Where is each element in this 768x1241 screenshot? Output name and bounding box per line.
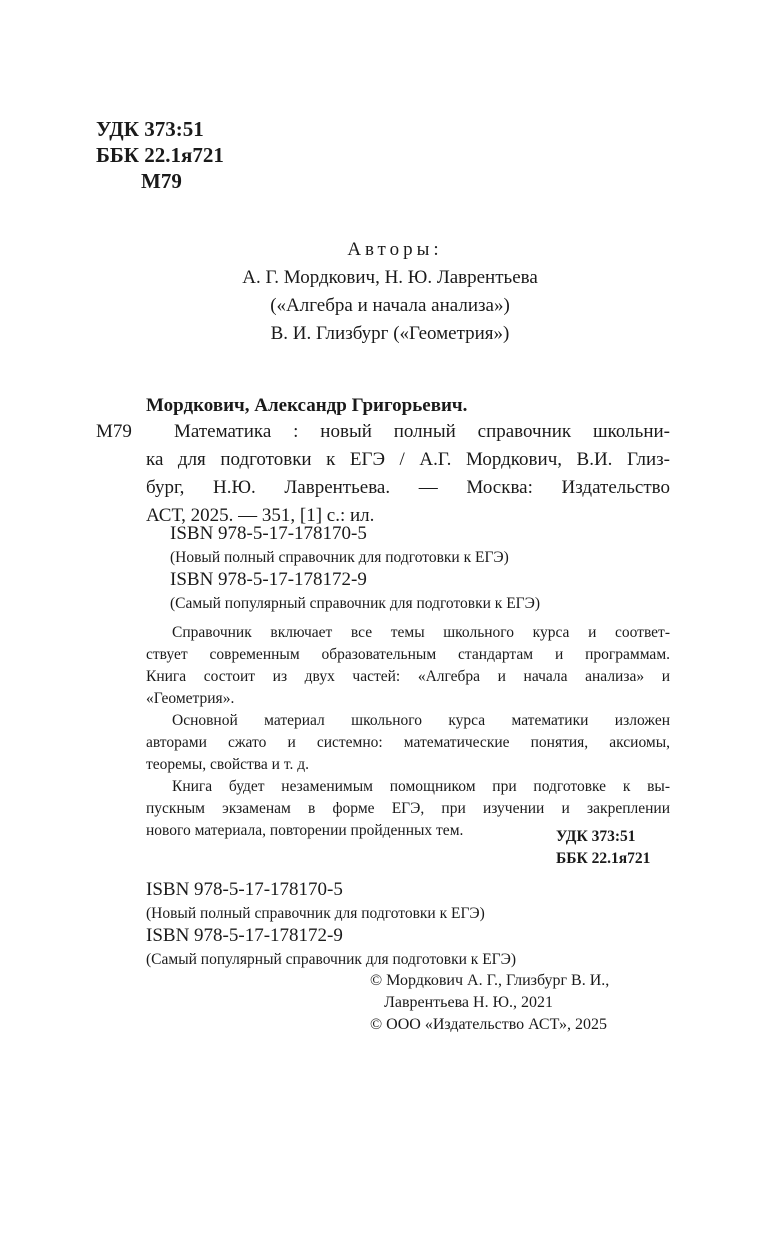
footer-isbn-1: ISBN 978-5-17-178170-5 [146,879,343,900]
catalog-line-3: бург, Н.Ю. Лаврентьева. — Москва: Издательство [146,477,670,498]
main-author: Мордкович, Александр Григорьевич. [146,395,468,416]
authors-line-1: А. Г. Мордкович, Н. Ю. Лаврентьева [242,267,538,288]
udk-code: УДК 373:51 [96,117,204,141]
annotation-p3-line-2: пускным экзаменам в форме ЕГЭ, при изучении и закреплении [146,800,670,817]
footer-udk-code: УДК 373:51 [556,828,636,845]
catalog-line-1: Математика : новый полный справочник школьни- [174,421,670,442]
annotation-p2-line-1: Основной материал школьного курса математики изложен [172,712,670,729]
catalog-line-4: АСТ, 2025. — 351, [1] с.: ил. [146,505,375,526]
annotation-p1-line-1: Справочник включает все темы школьного курса и соответ- [172,624,670,641]
catalog-isbn-2: ISBN 978-5-17-178172-9 [170,569,367,590]
footer-isbn-2-note: (Самый популярный справочник для подготовки к ЕГЭ) [146,951,517,968]
annotation-p2-line-3: теоремы, свойства и т. д. [146,756,309,773]
copyright-line-3: © ООО «Издательство АСТ», 2025 [370,1016,607,1033]
annotation-p2-line-2: авторами сжато и системно: математические понятия, аксиомы, [146,734,670,751]
annotation-p1-line-4: «Геометрия». [146,690,235,707]
authors-line-3: В. И. Глизбург («Геометрия») [270,323,510,344]
authors-line-2: («Алгебра и начала анализа») [270,295,510,316]
authors-block [150,236,630,348]
catalog-isbn-1-note: (Новый полный справочник для подготовки к ЕГЭ) [170,549,509,566]
catalog-isbn-2-note: (Самый популярный справочник для подготовки к ЕГЭ) [170,595,541,612]
footer-bbk-code: ББК 22.1я721 [556,850,651,867]
copyright-line-1: © Мордкович А. Г., Глизбург В. И., [370,972,610,989]
authors-heading: Авторы: [347,239,443,260]
copyright-line-2: Лаврентьева Н. Ю., 2021 [384,994,554,1011]
annotation-p3-line-3: нового материала, повторении пройденных тем. [146,822,464,839]
annotation-p1-line-2: ствует современным образовательным стандартам и программам. [146,646,670,663]
annotation-p3-line-1: Книга будет незаменимым помощником при подготовке к вы- [172,778,670,795]
author-mark: М79 [141,169,182,193]
footer-isbn-1-note: (Новый полный справочник для подготовки к ЕГЭ) [146,905,485,922]
annotation-p1-line-3: Книга состоит из двух частей: «Алгебра и начала анализа» и [146,668,670,685]
annotation [146,622,670,842]
catalog-isbn-1: ISBN 978-5-17-178170-5 [170,523,367,544]
bbk-code: ББК 22.1я721 [96,143,224,167]
catalog-description [146,418,670,530]
catalog-line-2: ка для подготовки к ЕГЭ / А.Г. Мордкович, В.И. Глиз- [146,449,670,470]
catalog-mark: М79 [96,421,132,442]
footer-isbn-2: ISBN 978-5-17-178172-9 [146,925,343,946]
